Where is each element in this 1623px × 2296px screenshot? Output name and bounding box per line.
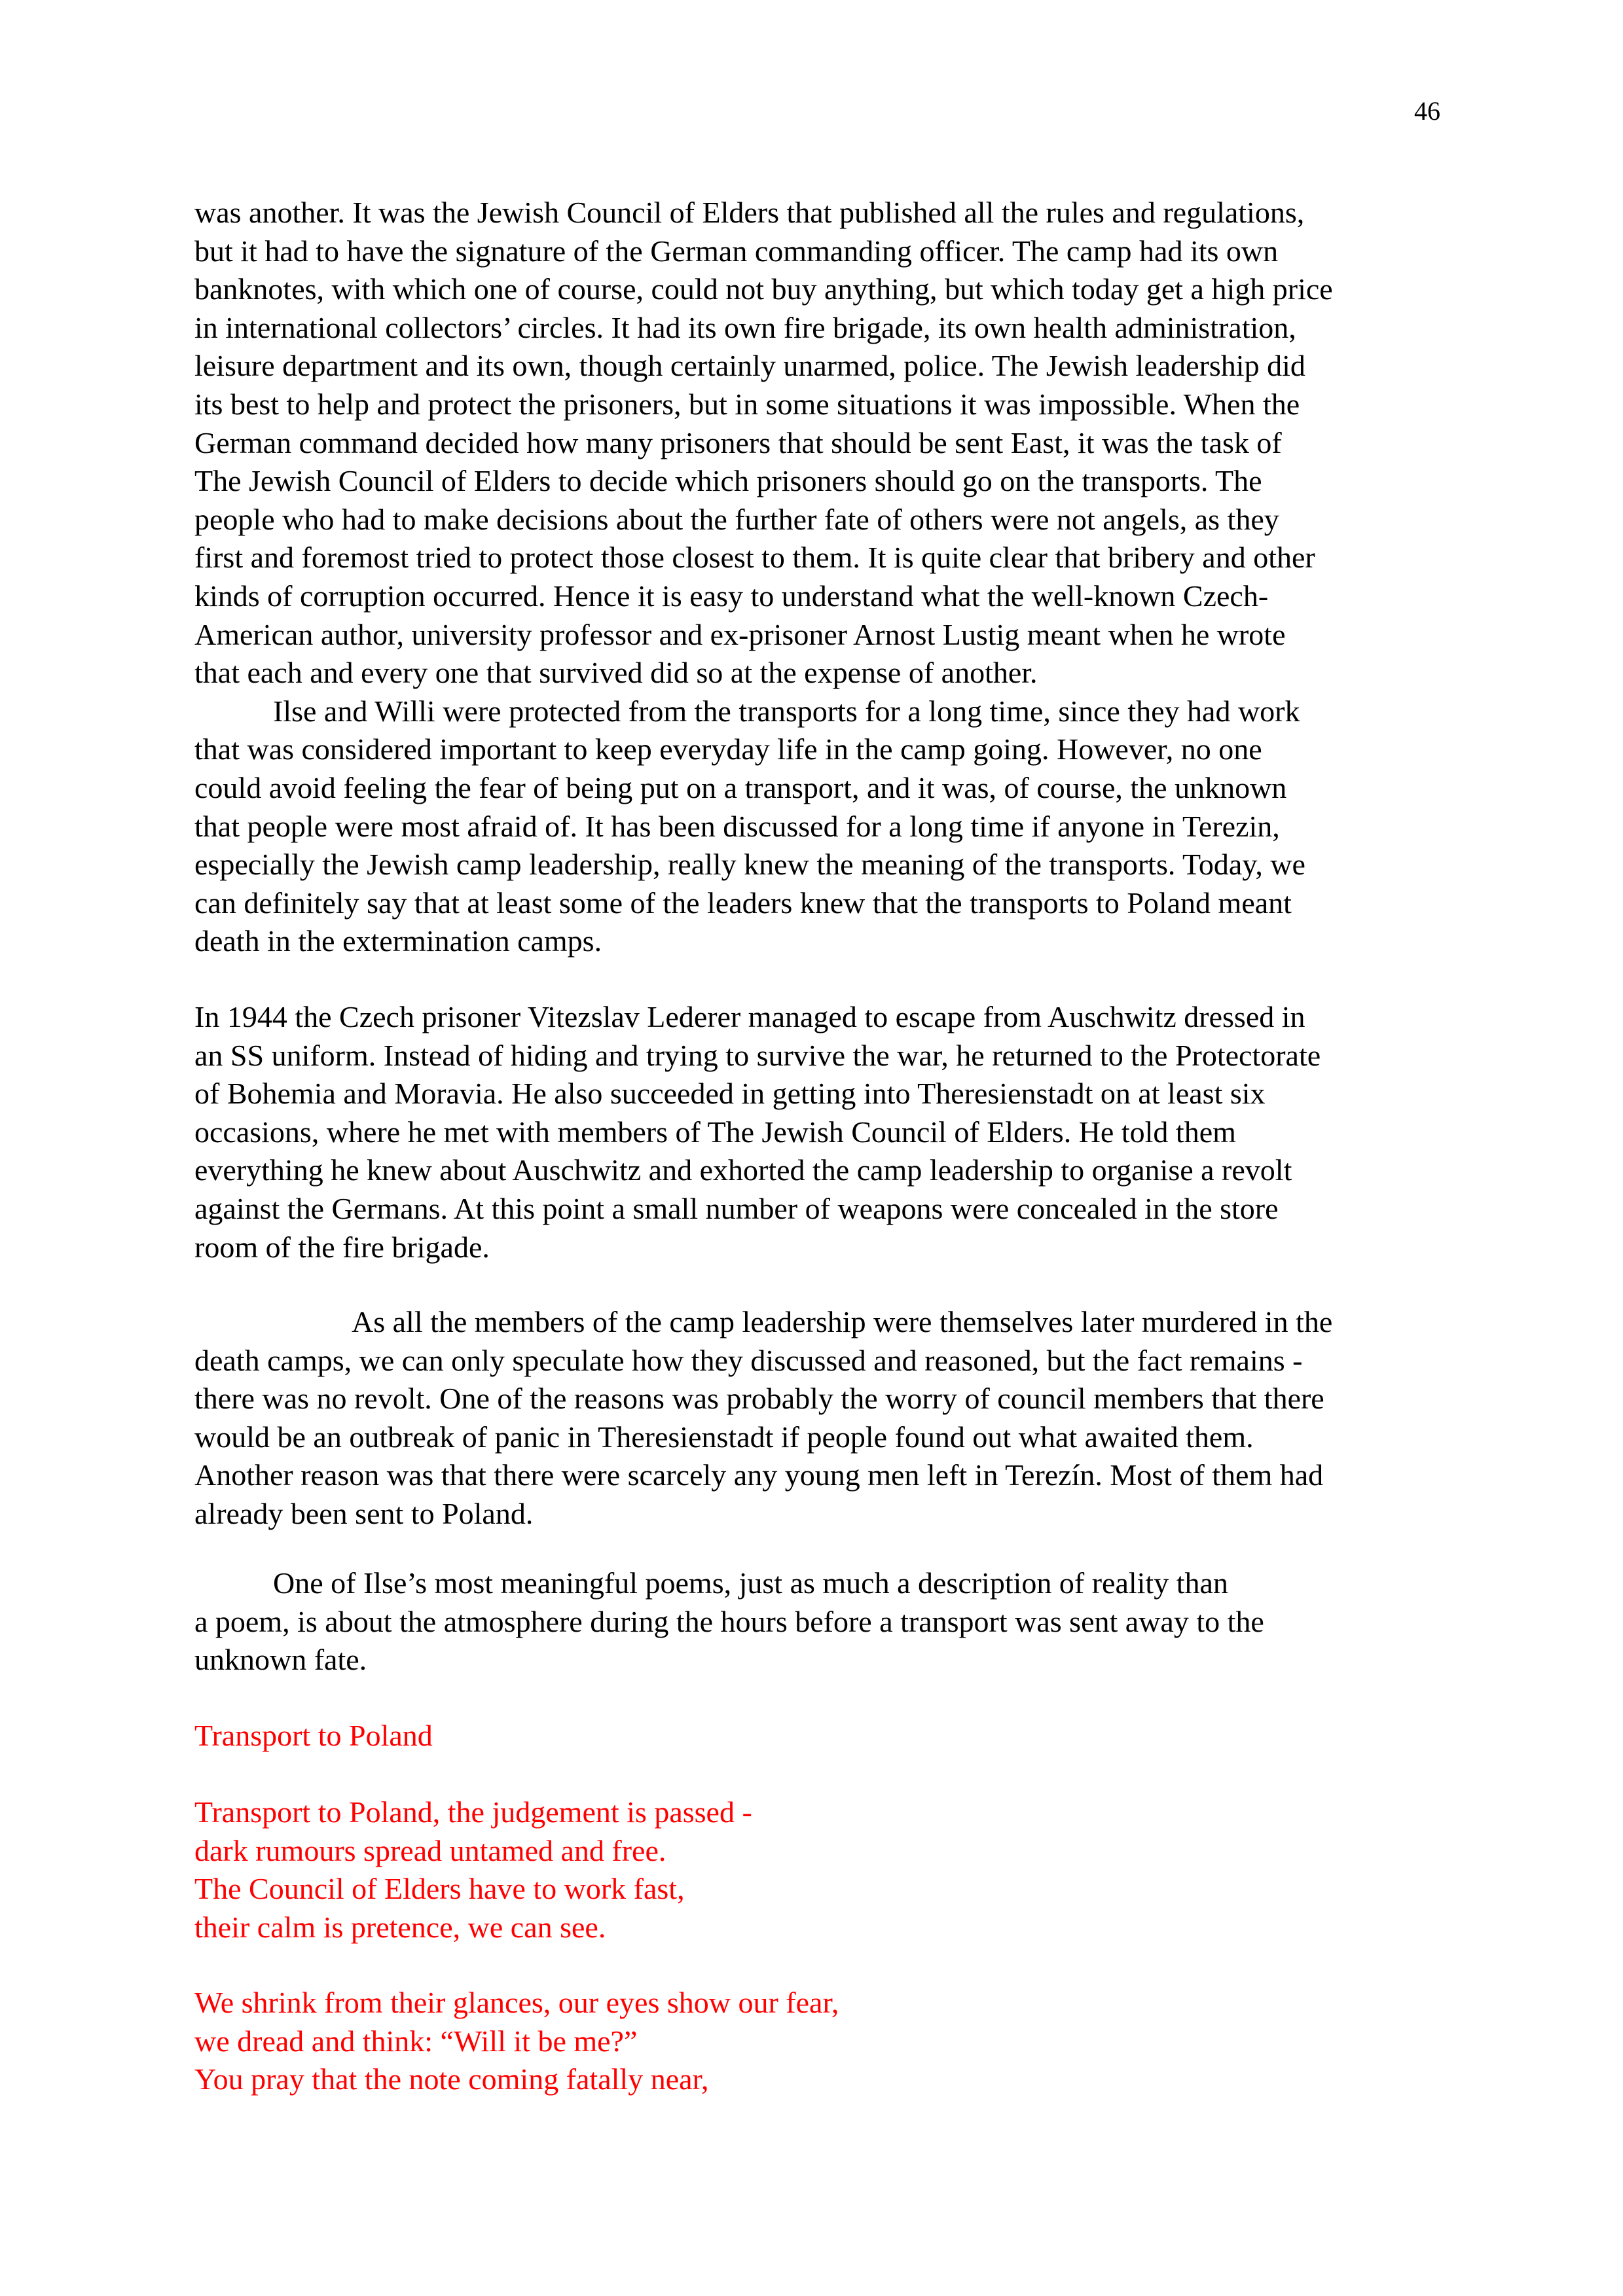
text-line: kinds of corruption occurred. Hence it is easy to understand what the well-known Czech- bbox=[194, 579, 1269, 613]
text-line: a poem, is about the atmosphere during the hours before a transport was sent away to the bbox=[194, 1604, 1264, 1638]
text-line: room of the fire brigade. bbox=[194, 1230, 490, 1264]
text-line: first and foremost tried to protect those closest to them. It is quite clear that bribery and other bbox=[194, 541, 1315, 575]
text-line: As all the members of the camp leadership were themselves later murdered in the bbox=[352, 1305, 1333, 1338]
text-line: everything he knew about Auschwitz and exhorted the camp leadership to organise a revolt bbox=[194, 1153, 1292, 1187]
text-line: can definitely say that at least some of the leaders knew that the transports to Poland meant bbox=[194, 886, 1292, 920]
poem-line: their calm is pretence, we can see. bbox=[194, 1910, 606, 1944]
text-line: banknotes, with which one of course, could not buy anything, but which today get a high price bbox=[194, 272, 1333, 306]
text-line: Ilse and Willi were protected from the transports for a long time, since they had work bbox=[273, 694, 1300, 728]
text-line: that was considered important to keep everyday life in the camp going. However, no one bbox=[194, 732, 1262, 766]
text-line: One of Ilse’s most meaningful poems, just as much a description of reality than bbox=[273, 1566, 1228, 1600]
text-line: that each and every one that survived did so at the expense of another. bbox=[194, 656, 1038, 690]
text-line: unknown fate. bbox=[194, 1643, 367, 1677]
poem-line: We shrink from their glances, our eyes show our fear, bbox=[194, 1986, 839, 2019]
paragraph-poem-intro bbox=[194, 1564, 1458, 1679]
text-line: American author, university professor and ex-prisoner Arnost Lustig meant when he wrote bbox=[194, 617, 1286, 651]
poem-line: Transport to Poland, the judgement is passed - bbox=[194, 1795, 752, 1829]
text-line: death camps, we can only speculate how they discussed and reasoned, but the fact remains - bbox=[194, 1343, 1303, 1377]
paragraph-council-of-elders bbox=[194, 194, 1458, 961]
text-line: of Bohemia and Moravia. He also succeeded in getting into Theresienstadt on at least six bbox=[194, 1077, 1266, 1111]
poem-stanza-1 bbox=[194, 1793, 1458, 1946]
text-line: German command decided how many prisoners that should be sent East, it was the task of bbox=[194, 425, 1282, 459]
poem-line: dark rumours spread untamed and free. bbox=[194, 1833, 666, 1867]
poem-title: Transport to Poland bbox=[194, 1719, 433, 1752]
poem-line: we dread and think: “Will it be me?” bbox=[194, 2024, 638, 2058]
page-number: 46 bbox=[1414, 96, 1440, 126]
poem-line: The Council of Elders have to work fast, bbox=[194, 1872, 685, 1906]
text-line: was another. It was the Jewish Council of Elders that published all the rules and regulations, bbox=[194, 196, 1305, 229]
text-line: leisure department and its own, though certainly unarmed, police. The Jewish leadership did bbox=[194, 349, 1305, 383]
text-line: occasions, where he met with members of The Jewish Council of Elders. He told them bbox=[194, 1115, 1236, 1149]
text-line: that people were most afraid of. It has been discussed for a long time if anyone in Terezin, bbox=[194, 809, 1280, 843]
text-line: Another reason was that there were scarcely any young men left in Terezín. Most of them had bbox=[194, 1458, 1324, 1492]
text-line: death in the extermination camps. bbox=[194, 924, 602, 958]
poem-line: You pray that the note coming fatally near, bbox=[194, 2062, 709, 2096]
text-line: could avoid feeling the fear of being put on a transport, and it was, of course, the unknown bbox=[194, 770, 1287, 804]
poem-title-block bbox=[194, 1717, 1458, 1755]
text-line: In 1944 the Czech prisoner Vitezslav Lederer managed to escape from Auschwitz dressed in bbox=[194, 1000, 1305, 1033]
paragraph-lederer-escape bbox=[194, 998, 1458, 1266]
text-line: but it had to have the signature of the German commanding officer. The camp had its own bbox=[194, 234, 1279, 268]
text-line: against the Germans. At this point a small number of weapons were concealed in the store bbox=[194, 1191, 1279, 1225]
text-line: there was no revolt. One of the reasons was probably the worry of council members that there bbox=[194, 1382, 1324, 1416]
text-line: its best to help and protect the prisoners, but in some situations it was impossible. When the bbox=[194, 387, 1300, 421]
text-line: especially the Jewish camp leadership, really knew the meaning of the transports. Today, we bbox=[194, 848, 1305, 882]
text-line: The Jewish Council of Elders to decide which prisoners should go on the transports. The bbox=[194, 464, 1262, 498]
text-line: already been sent to Poland. bbox=[194, 1496, 534, 1530]
text-line: an SS uniform. Instead of hiding and trying to survive the war, he returned to the Protectorate bbox=[194, 1038, 1321, 1072]
text-line: would be an outbreak of panic in Theresienstadt if people found out what awaited them. bbox=[194, 1420, 1254, 1454]
text-line: people who had to make decisions about the further fate of others were not angels, as they bbox=[194, 502, 1279, 536]
text-line: in international collectors’ circles. It had its own fire brigade, its own health administration, bbox=[194, 310, 1296, 344]
poem-stanza-2 bbox=[194, 1984, 1458, 2099]
paragraph-no-revolt bbox=[194, 1303, 1458, 1534]
